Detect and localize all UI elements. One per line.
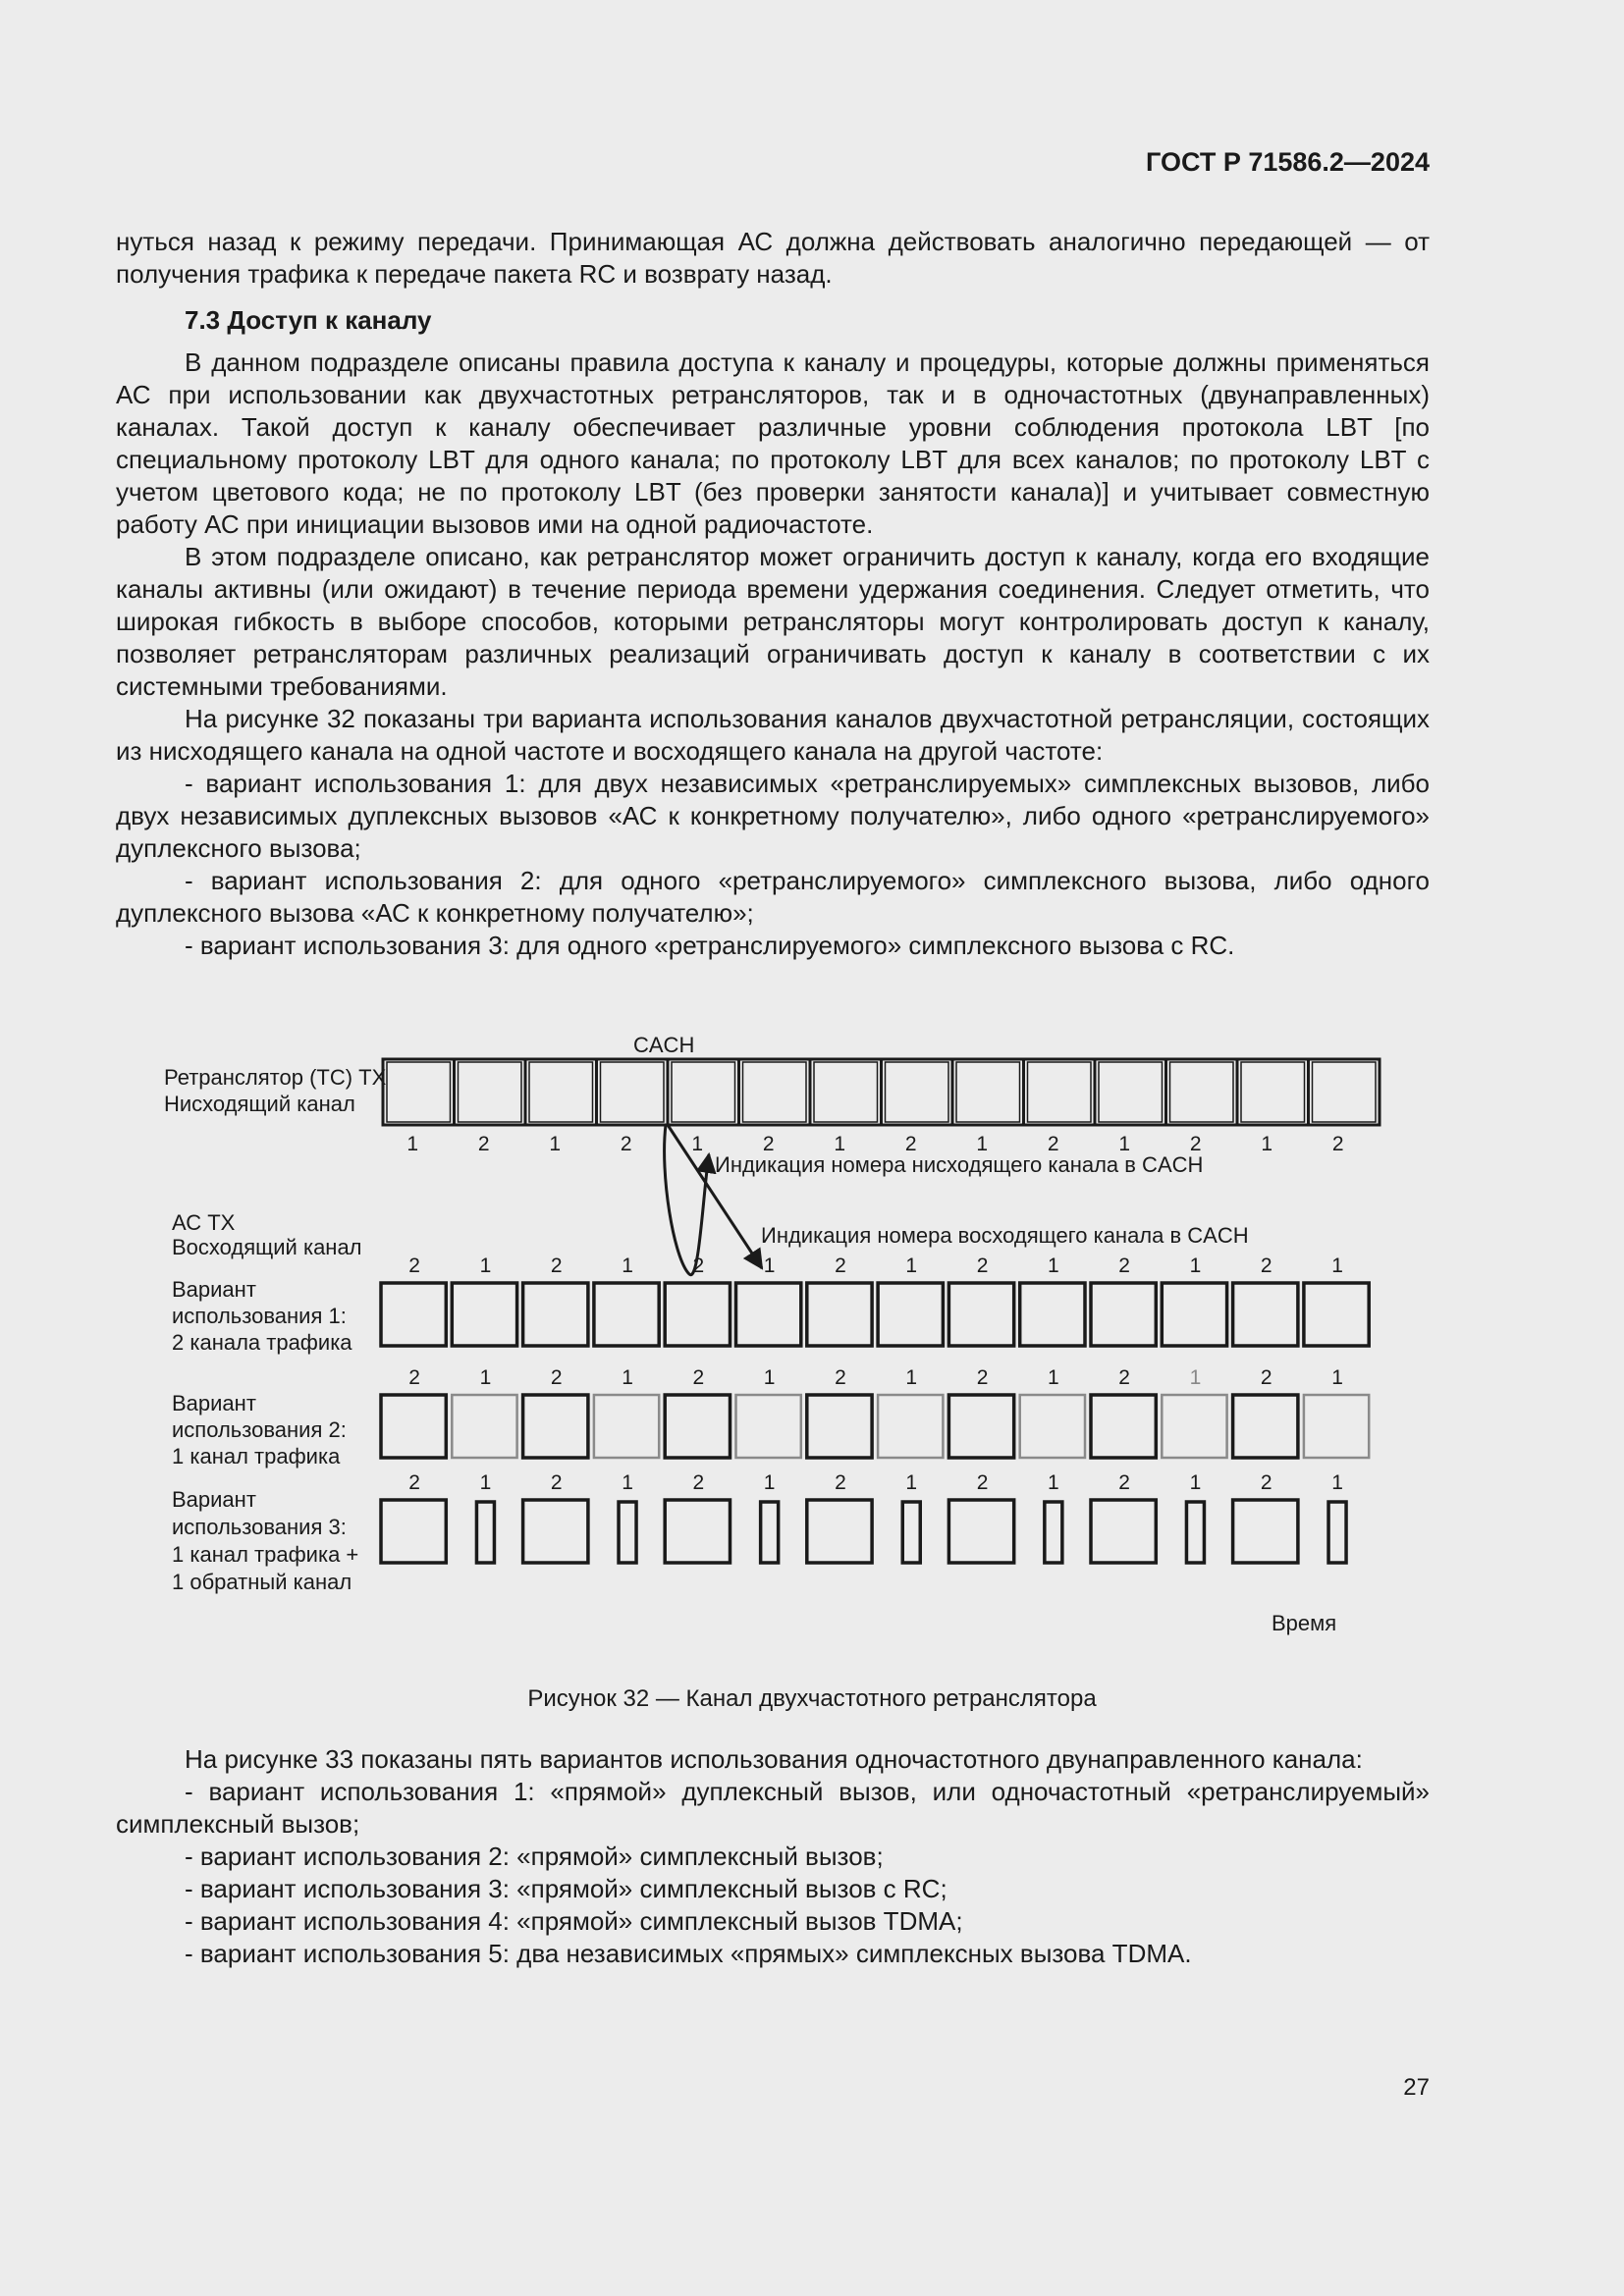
uplink-slot-v1 [878, 1283, 943, 1346]
downlink-slot [810, 1059, 882, 1125]
uplink-slot-v3-reverse [902, 1502, 920, 1563]
paragraph: В данном подразделе описаны правила доступа к каналу и процедуры, которые должны применяться АС при использовании как двухчастотных ретрансляторов, так и в одночастотных (двунаправленных) каналах. Такой доступ к каналу обеспечивает различные уровни соблюдения протокола LBT [по специальному протоколу LBT для одного канала; по протоколу LBT для всех каналов; по протоколу LBT с учетом цветового кода; не по протоколу LBT (без проверки занятости канала)] и учитывает совместную работу АС при инициации вызовов ими на одной радиочастоте. [116, 347, 1430, 539]
uplink-slot-v3-reverse [1328, 1502, 1346, 1563]
uplink-slot-number: 2 [408, 1471, 420, 1494]
downlink-slot [455, 1059, 526, 1125]
downlink-slot [597, 1059, 669, 1125]
uplink-slot-number: 2 [1260, 1366, 1272, 1389]
section-heading: 7.3 Доступ к каналу [185, 305, 432, 335]
downlink-slot-inner [601, 1062, 665, 1122]
uplink-slot-number: 2 [550, 1471, 563, 1494]
downlink-slot-inner [459, 1062, 522, 1122]
uplink-slot-v1 [807, 1283, 872, 1346]
downlink-slot-number: 1 [1261, 1133, 1273, 1155]
uplink-slot-v2-active [1091, 1395, 1156, 1458]
figure-32 [0, 1001, 1624, 1649]
downlink-slot-number: 2 [1331, 1133, 1344, 1155]
downlink-label-line2: Нисходящий канал [164, 1092, 355, 1116]
downlink-slot [1095, 1059, 1166, 1125]
uplink-slot-number: 2 [692, 1366, 705, 1389]
downlink-slot-number: 2 [477, 1133, 490, 1155]
uplink-slot-number: 2 [976, 1255, 989, 1277]
uplink-slot-number: 1 [1189, 1255, 1202, 1277]
downlink-slot [1237, 1059, 1309, 1125]
downlink-slot [383, 1059, 455, 1125]
uplink-slot-v2-idle [878, 1395, 943, 1458]
uplink-slot-v3-traffic [1091, 1500, 1156, 1563]
variant3-label-line1: Вариант [172, 1487, 256, 1512]
list-item: - вариант использования 3: «прямой» симплексный вызов с RC; [185, 1874, 947, 1903]
page-number: 27 [1403, 2074, 1430, 2101]
variant3-label-line4: 1 обратный канал [172, 1570, 352, 1594]
downlink-slot-number: 2 [1189, 1133, 1202, 1155]
uplink-slot-v2-idle [1162, 1395, 1226, 1458]
uplink-slot-number: 2 [1260, 1255, 1272, 1277]
uplink-slot-number: 1 [622, 1471, 633, 1494]
uplink-slot-v1 [381, 1283, 446, 1346]
uplink-slot-v3-reverse [1186, 1502, 1204, 1563]
downlink-slot-inner [1170, 1062, 1234, 1122]
figure-caption: Рисунок 32 — Канал двухчастотного ретранслятора [527, 1685, 1097, 1712]
downlink-indication-label: Индикация номера нисходящего канала в CACH [715, 1152, 1204, 1177]
uplink-slot-number: 2 [835, 1471, 846, 1494]
uplink-slot-v3-traffic [523, 1500, 588, 1563]
uplink-slot-number: 2 [1118, 1471, 1130, 1494]
uplink-slot-number: 1 [1048, 1366, 1059, 1389]
list-item: - вариант использования 2: для одного «ретранслируемого» симплексного вызова, либо одного дуплексного вызова «АС к конкретному получателю»; [116, 866, 1430, 928]
downlink-slot-number: 1 [976, 1133, 989, 1155]
downlink-slot [1024, 1059, 1096, 1125]
downlink-slot-number: 1 [691, 1133, 704, 1155]
variant3-label-line3: 1 канал трафика + [172, 1542, 359, 1567]
uplink-slot-v2-active [523, 1395, 588, 1458]
downlink-slot-number: 1 [1118, 1133, 1131, 1155]
uplink-slot-v2-active [665, 1395, 730, 1458]
uplink-slot-v1 [736, 1283, 801, 1346]
downlink-slot-inner [886, 1062, 949, 1122]
downlink-slot-inner [1313, 1062, 1377, 1122]
uplink-slot-number: 1 [905, 1366, 918, 1389]
uplink-slot-v1 [1233, 1283, 1298, 1346]
uplink-slot-number: 2 [835, 1255, 846, 1277]
uplink-slot-number: 2 [976, 1366, 989, 1389]
uplink-slot-v3-traffic [665, 1500, 730, 1563]
uplink-slot-v1 [1091, 1283, 1156, 1346]
uplink-slot-v2-idle [594, 1395, 659, 1458]
uplink-label-line2: Восходящий канал [172, 1235, 362, 1259]
variant2-label-line3: 1 канал трафика [172, 1444, 341, 1468]
document-id-header: ГОСТ Р 71586.2—2024 [1146, 147, 1430, 177]
uplink-slot-v3-traffic [381, 1500, 446, 1563]
uplink-slot-number: 2 [550, 1366, 563, 1389]
variant1-label-line3: 2 канала трафика [172, 1330, 352, 1355]
uplink-slot-number: 2 [976, 1471, 989, 1494]
list-item: - вариант использования 5: два независимых «прямых» симплексных вызова TDMA. [185, 1939, 1192, 1968]
uplink-slot-v1 [1162, 1283, 1226, 1346]
downlink-slot [525, 1059, 597, 1125]
list-item: - вариант использования 3: для одного «ретранслируемого» симплексного вызова с RC. [185, 931, 1235, 960]
downlink-slot-inner [956, 1062, 1020, 1122]
downlink-slot-number: 2 [904, 1133, 917, 1155]
uplink-slot-number: 1 [622, 1366, 633, 1389]
variant2-label-line2: использования 2: [172, 1417, 347, 1442]
uplink-slot-v3-reverse [619, 1502, 636, 1563]
downlink-slot [1166, 1059, 1238, 1125]
channel-diagram [0, 1001, 1624, 1649]
variant1-label-line2: использования 1: [172, 1304, 347, 1328]
uplink-label-line1: АС TX [172, 1210, 236, 1235]
uplink-slot-number: 1 [622, 1255, 633, 1277]
uplink-slot-v3-reverse [476, 1502, 494, 1563]
uplink-slot-number: 2 [692, 1471, 705, 1494]
uplink-slot-number: 1 [1331, 1255, 1343, 1277]
list-item: - вариант использования 1: для двух независимых «ретранслируемых» симплексных вызовов, либо двух независимых дуплексных вызовов «АС к конкретному получателю», либо одного «ретранслируемого» дуплексного вызова; [116, 769, 1430, 863]
downlink-slot-number: 1 [549, 1133, 562, 1155]
paragraph: В этом подразделе описано, как ретранслятор может ограничить доступ к каналу, когда его входящие каналы активны (или ожидают) в течение периода времени удержания соединения. Следует отметить, что широкая гибкость в выборе способов, которыми ретрансляторы могут контролировать доступ к каналу, позволяет ретрансляторам различных реализаций ограничивать доступ к каналу в соответствии с их системными требованиями. [116, 542, 1430, 701]
uplink-slot-v1 [594, 1283, 659, 1346]
list-item: - вариант использования 1: «прямой» дуплексный вызов, или одночастотный «ретранслируемый» симплексный вызов; [116, 1777, 1430, 1839]
uplink-slot-v2-active [1233, 1395, 1298, 1458]
uplink-slot-number: 1 [763, 1366, 776, 1389]
paragraph: На рисунке 33 показаны пять вариантов использования одночастотного двунаправленного канала: [185, 1744, 1363, 1774]
downlink-slot-number: 1 [406, 1133, 419, 1155]
downlink-slot-inner [672, 1062, 735, 1122]
uplink-slot-number: 2 [1118, 1366, 1130, 1389]
downlink-slot-number: 2 [620, 1133, 632, 1155]
uplink-indication-arrow [668, 1125, 762, 1268]
downlink-slot-inner [1099, 1062, 1163, 1122]
uplink-slot-number: 2 [692, 1255, 705, 1277]
downlink-slot-number: 2 [762, 1133, 775, 1155]
body-text-bottom [116, 1743, 1430, 1970]
uplink-slot-number: 1 [479, 1366, 492, 1389]
list-item: - вариант использования 4: «прямой» симплексный вызов TDMA; [185, 1906, 963, 1936]
list-item: - вариант использования 2: «прямой» симплексный вызов; [185, 1842, 884, 1871]
uplink-slot-number: 1 [1331, 1366, 1343, 1389]
uplink-slot-number: 1 [479, 1471, 492, 1494]
uplink-slot-v1 [1304, 1283, 1369, 1346]
uplink-slot-v1 [948, 1283, 1013, 1346]
downlink-slot [739, 1059, 811, 1125]
downlink-slot [668, 1059, 739, 1125]
uplink-slot-number: 1 [1189, 1471, 1202, 1494]
downlink-slot-inner [743, 1062, 807, 1122]
downlink-slot [882, 1059, 953, 1125]
uplink-slot-v1 [665, 1283, 730, 1346]
uplink-slot-v2-active [948, 1395, 1013, 1458]
uplink-slot-v3-traffic [807, 1500, 872, 1563]
uplink-slot-number: 2 [835, 1366, 846, 1389]
paragraph: нуться назад к режиму передачи. Принимающая АС должна действовать аналогично передающей — от получения трафика к передаче пакета RC и возврату назад. [116, 227, 1430, 289]
paragraph: На рисунке 32 показаны три варианта использования каналов двухчастотной ретрансляции, состоящих из нисходящего канала на одной частоте и восходящего канала на другой частоте: [116, 704, 1430, 766]
uplink-slot-number: 1 [1189, 1366, 1202, 1389]
uplink-slot-v2-idle [736, 1395, 801, 1458]
uplink-slot-v2-active [381, 1395, 446, 1458]
uplink-slot-v2-idle [1020, 1395, 1085, 1458]
uplink-slot-number: 2 [1260, 1471, 1272, 1494]
uplink-slot-number: 1 [479, 1255, 492, 1277]
uplink-slot-v3-reverse [761, 1502, 779, 1563]
downlink-slot-inner [814, 1062, 878, 1122]
uplink-indication-label: Индикация номера восходящего канала в CACH [761, 1223, 1249, 1248]
uplink-slot-number: 1 [1048, 1471, 1059, 1494]
downlink-slot-inner [387, 1062, 451, 1122]
downlink-slot [952, 1059, 1024, 1125]
downlink-slot [1309, 1059, 1380, 1125]
body-text-top [116, 226, 1430, 962]
uplink-slot-v1 [452, 1283, 516, 1346]
uplink-slot-number: 1 [763, 1471, 776, 1494]
uplink-slot-number: 2 [408, 1366, 420, 1389]
uplink-slot-v3-traffic [1233, 1500, 1298, 1563]
uplink-slot-number: 1 [763, 1255, 776, 1277]
uplink-slot-v2-active [807, 1395, 872, 1458]
uplink-slot-number: 2 [408, 1255, 420, 1277]
uplink-slot-v1 [1020, 1283, 1085, 1346]
uplink-slot-v3-reverse [1045, 1502, 1062, 1563]
variant2-label-line1: Вариант [172, 1391, 256, 1415]
downlink-label-line1: Ретранслятор (TC) TX [164, 1065, 387, 1090]
uplink-slot-v2-idle [452, 1395, 516, 1458]
downlink-slot-number: 2 [1047, 1133, 1059, 1155]
time-label: Время [1272, 1611, 1337, 1635]
uplink-slot-v3-traffic [948, 1500, 1013, 1563]
cach-label: CACH [633, 1033, 695, 1057]
uplink-slot-number: 2 [550, 1255, 563, 1277]
uplink-slot-number: 2 [1118, 1255, 1130, 1277]
uplink-slot-number: 1 [905, 1471, 918, 1494]
variant1-label-line1: Вариант [172, 1277, 256, 1302]
variant3-label-line2: использования 3: [172, 1515, 347, 1539]
uplink-slot-v1 [523, 1283, 588, 1346]
downlink-slot-inner [1028, 1062, 1092, 1122]
uplink-slot-number: 1 [905, 1255, 918, 1277]
uplink-slot-v2-idle [1304, 1395, 1369, 1458]
uplink-slot-number: 1 [1048, 1255, 1059, 1277]
downlink-slot-number: 1 [834, 1133, 846, 1155]
downlink-slot-inner [1241, 1062, 1305, 1122]
uplink-slot-number: 1 [1331, 1471, 1343, 1494]
downlink-slot-inner [529, 1062, 593, 1122]
